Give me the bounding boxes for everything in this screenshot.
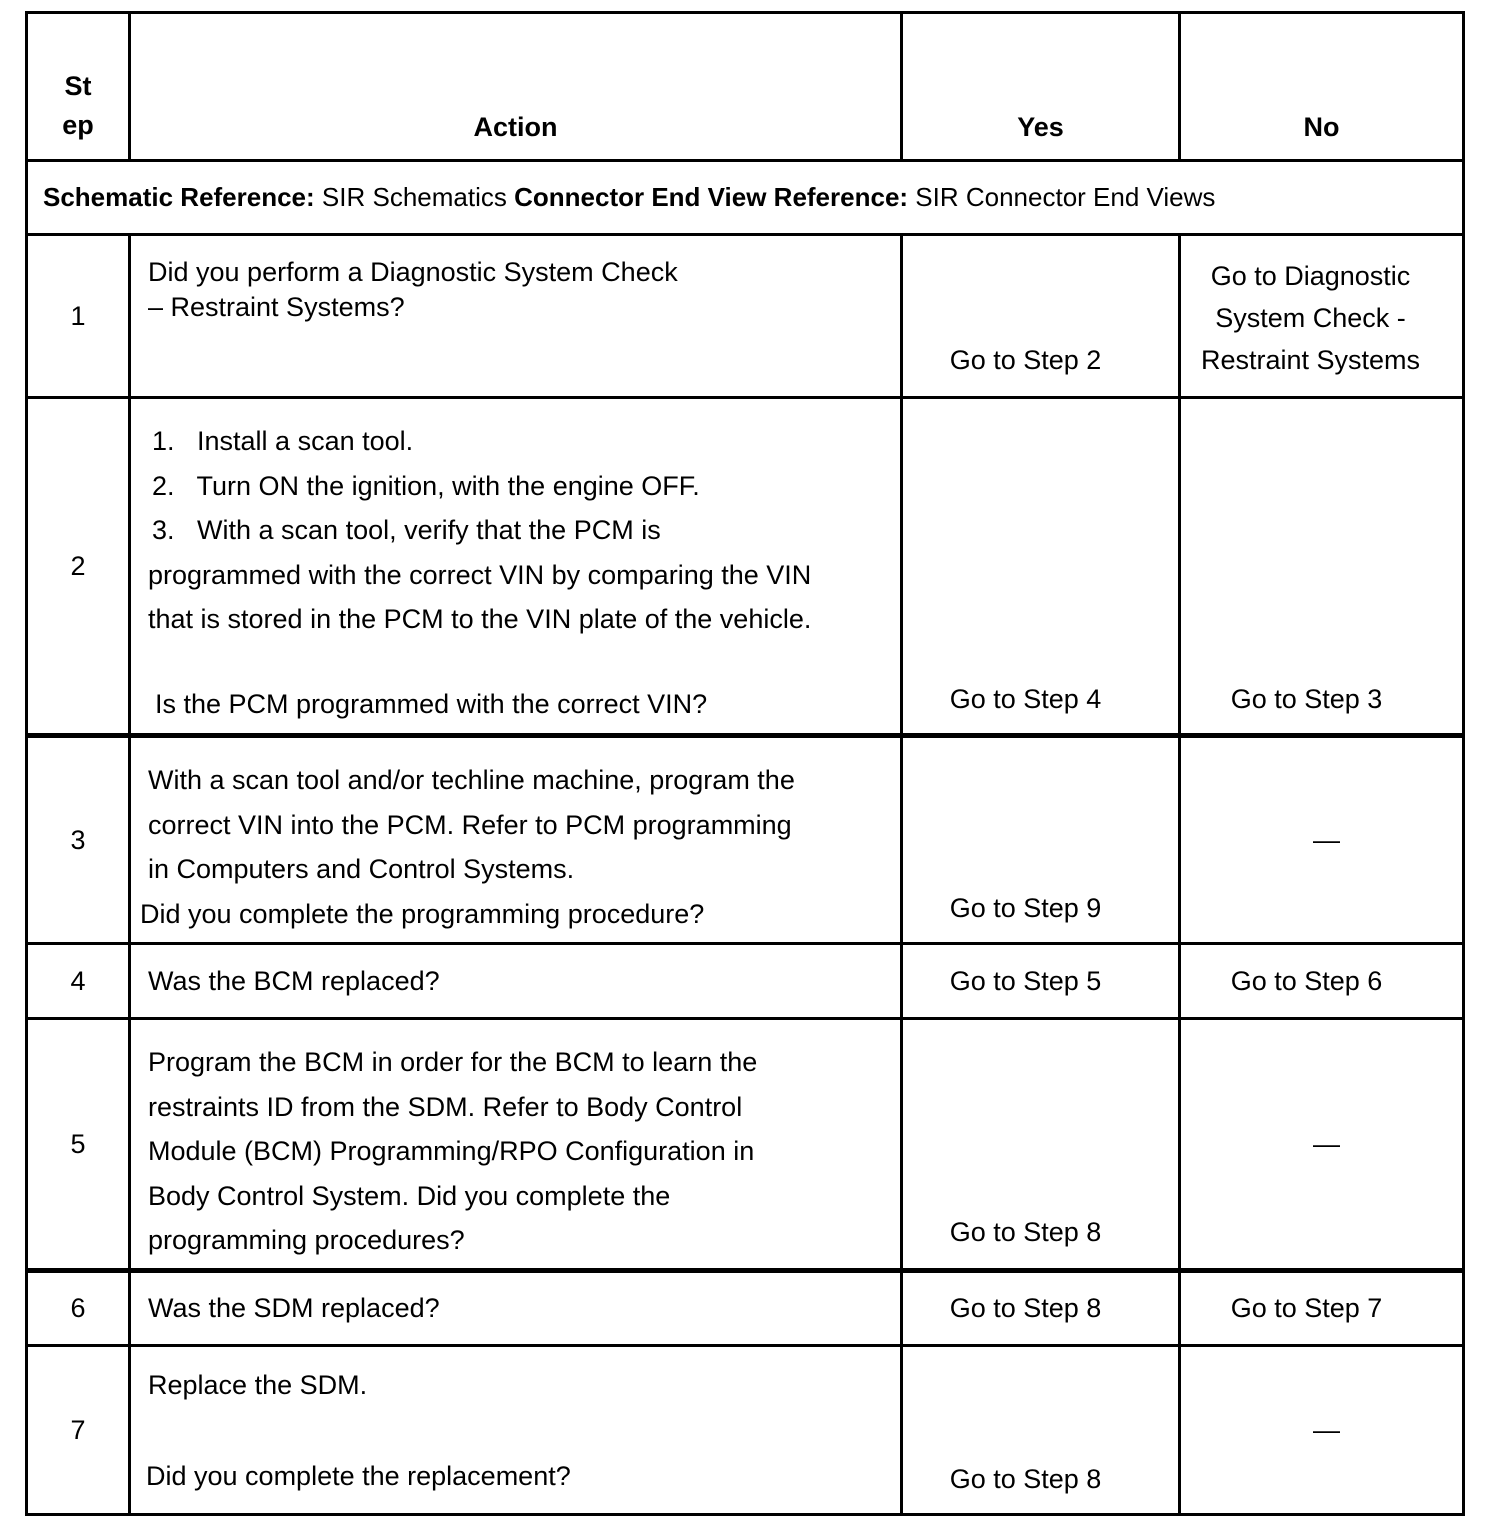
action-line: restraints ID from the SDM. Refer to Body Control bbox=[148, 1091, 743, 1122]
no-line: System Check - bbox=[1215, 302, 1406, 333]
header-step-line1: St bbox=[64, 70, 92, 101]
diagnostic-table bbox=[25, 11, 1465, 1516]
no-line: Restraint Systems bbox=[1200, 344, 1421, 375]
step-number: 1 bbox=[27, 235, 130, 398]
table-row bbox=[27, 1271, 1464, 1346]
action-line: programming procedures? bbox=[148, 1225, 465, 1256]
action-cell bbox=[130, 398, 902, 736]
header-yes: Yes bbox=[902, 13, 1180, 161]
action-cell bbox=[130, 736, 902, 944]
reference-cell bbox=[27, 161, 1464, 235]
no-cell: Go to Step 7 bbox=[1180, 1271, 1464, 1346]
action-cell bbox=[130, 1019, 902, 1271]
schematic-reference-label: Schematic Reference: bbox=[43, 181, 315, 212]
no-cell: Go to Step 6 bbox=[1180, 944, 1464, 1019]
header-step bbox=[27, 13, 130, 161]
yes-cell: Go to Step 5 bbox=[902, 944, 1180, 1019]
action-line: With a scan tool and/or techline machine, program the bbox=[148, 765, 795, 795]
no-cell: — bbox=[1180, 1019, 1464, 1271]
no-line: Go to Diagnostic bbox=[1210, 261, 1411, 291]
action-list-item: 2. Turn ON the ignition, with the engine OFF. bbox=[152, 470, 700, 501]
action-cell: Was the BCM replaced? bbox=[130, 944, 902, 1019]
yes-cell: Go to Step 4 bbox=[902, 398, 1180, 736]
header-no: No bbox=[1180, 13, 1464, 161]
connector-reference-value: SIR Connector End Views bbox=[915, 181, 1216, 212]
action-question: Did you complete the programming procedure? bbox=[140, 898, 705, 929]
action-question: Did you complete the replacement? bbox=[146, 1461, 571, 1492]
step-number: 2 bbox=[27, 398, 130, 736]
action-cell bbox=[130, 235, 902, 398]
action-line: Did you perform a Diagnostic System Check bbox=[148, 257, 678, 287]
header-step-line2: ep bbox=[62, 109, 94, 140]
action-line: correct VIN into the PCM. Refer to PCM programming bbox=[148, 809, 792, 840]
table-row bbox=[27, 398, 1464, 736]
yes-cell: Go to Step 8 bbox=[902, 1019, 1180, 1271]
yes-cell: Go to Step 8 bbox=[902, 1271, 1180, 1346]
schematic-reference-value: SIR Schematics bbox=[321, 181, 507, 212]
action-list-item: 3. With a scan tool, verify that the PCM is bbox=[152, 515, 661, 546]
table-row bbox=[27, 235, 1464, 398]
step-number: 7 bbox=[27, 1346, 130, 1515]
action-line: that is stored in the PCM to the VIN plate of the vehicle. bbox=[148, 604, 812, 635]
action-line: Replace the SDM. bbox=[148, 1370, 368, 1400]
header-action: Action bbox=[130, 13, 902, 161]
action-line: programmed with the correct VIN by comparing the VIN bbox=[148, 559, 812, 590]
action-cell: Was the SDM replaced? bbox=[130, 1271, 902, 1346]
yes-cell: Go to Step 2 bbox=[902, 235, 1180, 398]
action-cell bbox=[130, 1346, 902, 1515]
action-line: Module (BCM) Programming/RPO Configuration in bbox=[148, 1136, 755, 1167]
step-number: 6 bbox=[27, 1271, 130, 1346]
step-number: 4 bbox=[27, 944, 130, 1019]
step-number: 5 bbox=[27, 1019, 130, 1271]
action-list-item: 1. Install a scan tool. bbox=[152, 426, 414, 456]
connector-reference-label: Connector End View Reference: bbox=[514, 181, 909, 212]
yes-cell: Go to Step 8 bbox=[902, 1346, 1180, 1515]
no-cell bbox=[1180, 235, 1464, 398]
no-cell: — bbox=[1180, 1346, 1464, 1515]
table-row bbox=[27, 736, 1464, 944]
action-line: Body Control System. Did you complete the bbox=[148, 1180, 671, 1211]
step-number: 3 bbox=[27, 736, 130, 944]
action-line: in Computers and Control Systems. bbox=[148, 854, 575, 885]
table-row bbox=[27, 1346, 1464, 1515]
no-cell: Go to Step 3 bbox=[1180, 398, 1464, 736]
table-header-row bbox=[27, 13, 1464, 161]
no-cell: — bbox=[1180, 736, 1464, 944]
yes-cell: Go to Step 9 bbox=[902, 736, 1180, 944]
action-line: Program the BCM in order for the BCM to learn the bbox=[148, 1047, 758, 1077]
action-line: – Restraint Systems? bbox=[148, 292, 405, 323]
action-question: Is the PCM programmed with the correct VIN? bbox=[155, 688, 708, 719]
table-row bbox=[27, 944, 1464, 1019]
reference-row bbox=[27, 161, 1464, 235]
table-row bbox=[27, 1019, 1464, 1271]
